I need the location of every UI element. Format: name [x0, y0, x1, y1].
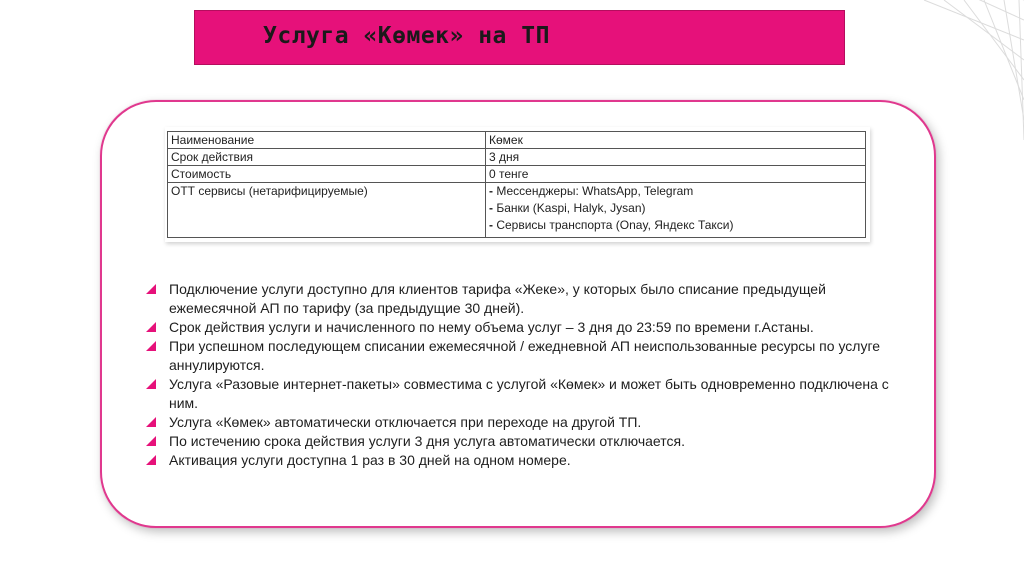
dash-marker: - — [489, 218, 493, 232]
list-item — [146, 280, 906, 318]
ott-service-item — [489, 217, 865, 234]
triangle-bullet-icon — [146, 341, 156, 351]
table-cell-label: ОТТ сервисы (нетарифицируемые) — [168, 183, 486, 238]
triangle-bullet-icon — [146, 436, 156, 446]
triangle-bullet-icon — [146, 322, 156, 332]
table-row — [168, 166, 866, 183]
list-item-text: Активация услуги доступна 1 раз в 30 дней на одном номере. — [169, 452, 571, 468]
list-item — [146, 337, 906, 375]
list-item — [146, 451, 906, 470]
table-row — [168, 183, 866, 238]
ott-services-list — [486, 183, 866, 238]
list-item — [146, 318, 906, 337]
ott-service-item — [489, 200, 865, 217]
page-title: Услуга «Көмек» на ТП — [263, 23, 550, 49]
list-item — [146, 413, 906, 432]
ott-service-item — [489, 183, 865, 200]
list-item-text: Услуга «Разовые интернет-пакеты» совместима с услугой «Көмек» и может быть одновременно подключена с ним. — [169, 376, 889, 411]
list-item-text: Услуга «Көмек» автоматически отключается при переходе на другой ТП. — [169, 414, 642, 430]
triangle-bullet-icon — [146, 455, 156, 465]
table-cell-label: Стоимость — [168, 166, 486, 183]
table-row — [168, 149, 866, 166]
table-row — [168, 132, 866, 149]
service-info-table — [165, 127, 870, 242]
list-item-text: По истечению срока действия услуги 3 дня услуга автоматически отключается. — [169, 433, 685, 449]
list-item — [146, 375, 906, 413]
table-cell-value: Көмек — [486, 132, 866, 149]
table-cell-label: Срок действия — [168, 149, 486, 166]
conditions-list — [146, 280, 906, 470]
triangle-bullet-icon — [146, 417, 156, 427]
list-item-text: При успешном последующем списании ежемесячной / ежедневной АП неиспользованные ресурсы по услуге аннулируются. — [169, 338, 881, 373]
list-item — [146, 432, 906, 451]
dash-marker: - — [489, 201, 493, 215]
title-banner — [194, 10, 845, 65]
dash-marker: - — [489, 184, 493, 198]
table-cell-label: Наименование — [168, 132, 486, 149]
ott-service-text: Мессенджеры: WhatsApp, Telegram — [493, 184, 694, 198]
ott-service-text: Банки (Kaspi, Halyk, Jysan) — [493, 201, 646, 215]
list-item-text: Подключение услуги доступно для клиентов тарифа «Жеке», у которых было списание предыдущей ежемесячной АП по тарифу (за предыдущие 30 дней). — [169, 281, 826, 316]
list-item-text: Срок действия услуги и начисленного по нему объема услуг – 3 дня до 23:59 по времени г.Астаны. — [169, 319, 814, 335]
table-cell-value: 3 дня — [486, 149, 866, 166]
triangle-bullet-icon — [146, 284, 156, 294]
table-cell-value: 0 тенге — [486, 166, 866, 183]
ott-service-text: Сервисы транспорта (Onay, Яндекс Такси) — [493, 218, 734, 232]
triangle-bullet-icon — [146, 379, 156, 389]
